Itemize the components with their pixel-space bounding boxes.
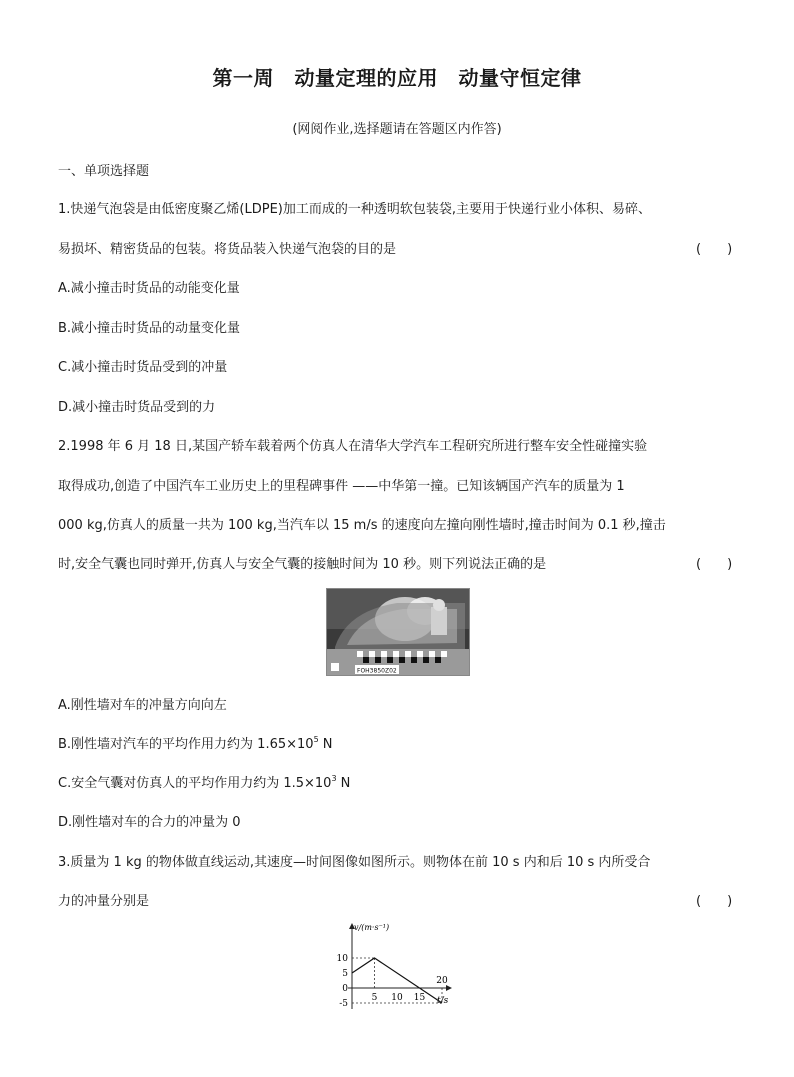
question-2-line-4: 时,安全气囊也同时弹开,仿真人与安全气囊的接触时间为 10 秒。则下列说法正确的是 bbox=[58, 557, 547, 572]
question-2-option-c bbox=[58, 772, 350, 791]
question-2-line-3: 000 kg,仿真人的质量一共为 100 kg,当汽车以 15 m/s 的速度向左撞向刚性墙时,撞击时间为 0.1 秒,撞击 bbox=[58, 518, 666, 533]
option-c-unit: N bbox=[336, 776, 351, 791]
x-tick-label: 20 bbox=[436, 976, 448, 986]
x-tick-label: 15 bbox=[413, 993, 426, 1003]
vt-chart-svg bbox=[330, 918, 460, 1018]
option-b-text: B.刚性墙对汽车的平均作用力约为 1.65×10 bbox=[58, 737, 314, 752]
option-c-exponent: 3 bbox=[331, 774, 337, 783]
question-3-answer-bracket: ( ) bbox=[696, 894, 733, 909]
v-axis-label: v/(m·s⁻¹) bbox=[354, 923, 390, 932]
crash-test-illustration bbox=[327, 589, 469, 675]
question-1-line-2: 易损坏、精密货品的包装。将货品装入快递气泡袋的目的是 bbox=[58, 242, 397, 257]
page-subtitle: (网阅作业,选择题请在答题区内作答) bbox=[292, 122, 502, 137]
section-heading: 一、单项选择题 bbox=[58, 164, 150, 179]
question-1-option-b: B.减小撞击时货品的动量变化量 bbox=[58, 321, 241, 336]
y-tick-label: 10 bbox=[336, 954, 348, 964]
question-2-line-2: 取得成功,创造了中国汽车工业历史上的里程碑事件 ——中华第一撞。已知该辆国产汽车的质量为 1 bbox=[58, 479, 625, 494]
x-tick-label: 5 bbox=[371, 993, 378, 1003]
page-title: 第一周 动量定理的应用 动量守恒定律 bbox=[212, 66, 582, 90]
crash-test-photo bbox=[326, 588, 470, 676]
question-1-option-a: A.减小撞击时货品的动能变化量 bbox=[58, 281, 240, 296]
question-2-line-1: 2.1998 年 6 月 18 日,某国产轿车载着两个仿真人在清华大学汽车工程研究所进行整车安全性碰撞实验 bbox=[58, 439, 648, 454]
x-tick-label: 10 bbox=[391, 993, 403, 1003]
y-tick-label: 0 bbox=[342, 984, 348, 994]
option-b-unit: N bbox=[318, 737, 333, 752]
question-2-option-a: A.刚性墙对车的冲量方向向左 bbox=[58, 698, 227, 713]
question-1-option-c: C.减小撞击时货品受到的冲量 bbox=[58, 360, 228, 375]
question-1-option-d: D.减小撞击时货品受到的力 bbox=[58, 400, 216, 415]
option-b-exponent: 5 bbox=[313, 735, 319, 744]
option-c-text: C.安全气囊对仿真人的平均作用力约为 1.5×10 bbox=[58, 776, 332, 791]
velocity-time-graph bbox=[330, 918, 460, 1022]
question-3-line-2: 力的冲量分别是 bbox=[58, 894, 150, 909]
question-1-answer-bracket: ( ) bbox=[696, 242, 733, 257]
t-axis-label: t/s bbox=[437, 996, 449, 1006]
question-2-option-b bbox=[58, 733, 333, 752]
y-tick-label: -5 bbox=[339, 999, 348, 1009]
y-tick-label: 5 bbox=[342, 969, 348, 979]
photo-label: FOH3850Z02 bbox=[357, 667, 397, 675]
question-2-answer-bracket: ( ) bbox=[696, 557, 733, 572]
question-3-line-1: 3.质量为 1 kg 的物体做直线运动,其速度—时间图像如图所示。则物体在前 10 s 内和后 10 s 内所受合 bbox=[58, 855, 651, 870]
question-2-option-d: D.刚性墙对车的合力的冲量为 0 bbox=[58, 815, 241, 830]
question-1-line-1: 1.快递气泡袋是由低密度聚乙烯(LDPE)加工而成的一种透明软包装袋,主要用于快递行业小体积、易碎、 bbox=[58, 202, 651, 217]
